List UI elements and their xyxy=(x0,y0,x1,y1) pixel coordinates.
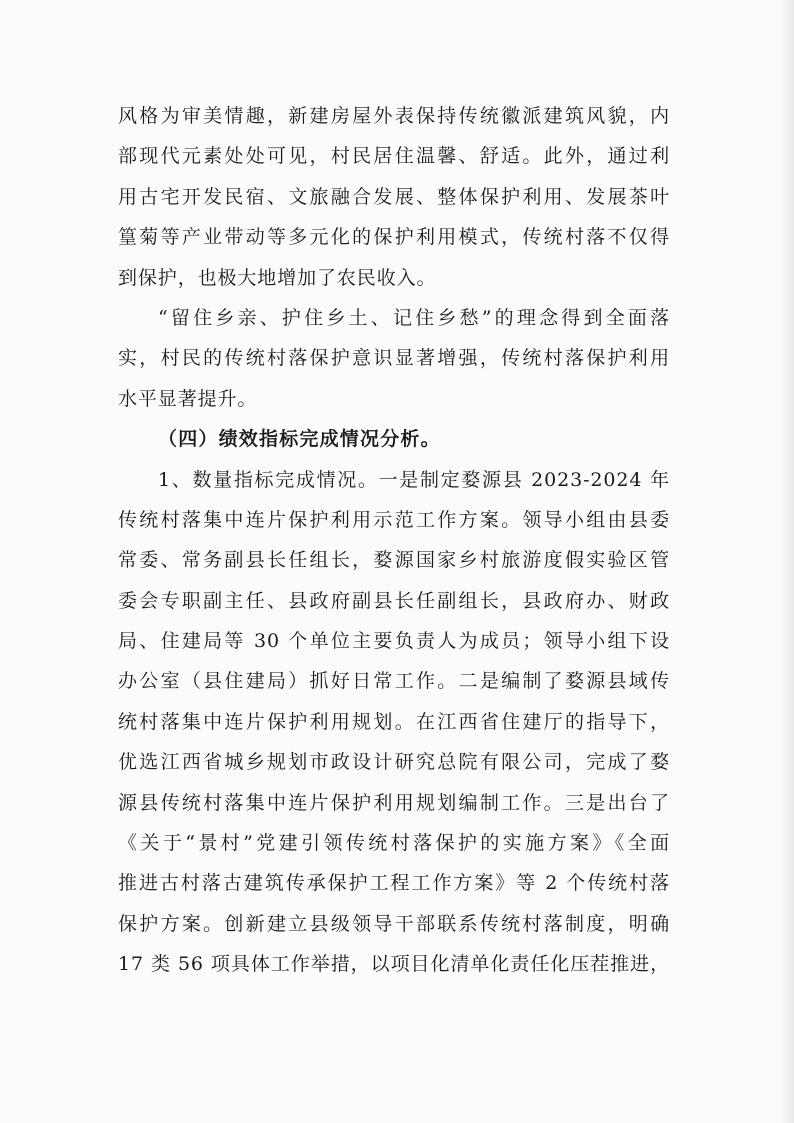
text-line: 委会专职副主任、县政府副县长任副组长，县政府办、财政 xyxy=(118,589,670,612)
text-line: 到保护，也极大地增加了农民收入。 xyxy=(118,266,437,289)
text-line: 传统村落集中连片保护利用示范工作方案。领导小组由县委 xyxy=(118,508,670,531)
text-line: 办公室（县住建局）抓好日常工作。二是编制了婺源县域传 xyxy=(118,670,670,693)
page-edge-shadow xyxy=(780,0,794,1123)
text-line: 推进古村落古建筑传承保护工程工作方案》等 2 个传统村落 xyxy=(118,872,670,895)
text-line: 源县传统村落集中连片保护利用规划编制工作。三是出台了 xyxy=(118,791,670,814)
text-line: 局、住建局等 30 个单位主要负责人为成员；领导小组下设 xyxy=(118,630,670,653)
text-line: 篁菊等产业带动等多元化的保护利用模式，传统村落不仅得 xyxy=(118,226,670,249)
text-line: 保护方案。创新建立县级领导干部联系传统村落制度，明确 xyxy=(118,912,670,935)
paragraph-start-line: 1、数量指标完成情况。一是制定婺源县 2023-2024 年 xyxy=(158,468,670,491)
text-line: 17 类 56 项具体工作举措，以项目化清单化责任化压茬推进， xyxy=(118,953,670,976)
text-line: 风格为审美情趣，新建房屋外表保持传统徽派建筑风貌，内 xyxy=(118,105,670,127)
text-line: 用古宅开发民宿、文旅融合发展、整体保护利用、发展茶叶 xyxy=(118,185,670,208)
text-line: 实，村民的传统村落保护意识显著增强，传统村落保护利用 xyxy=(118,347,670,370)
paragraph-start-line: “留住乡亲、护住乡土、记住乡愁”的理念得到全面落 xyxy=(158,306,670,329)
text-line: 统村落集中连片保护利用规划。在江西省住建厅的指导下， xyxy=(118,710,670,733)
text-line: 《关于“景村”党建引领传统村落保护的实施方案》《全面 xyxy=(118,832,670,855)
text-line: 水平显著提升。 xyxy=(118,387,258,410)
text-line: 部现代元素处处可见，村民居住温馨、舒适。此外，通过利 xyxy=(118,145,670,168)
text-line: 常委、常务副县长任组长，婺源国家乡村旅游度假实验区管 xyxy=(118,549,670,572)
section-heading: （四）绩效指标完成情况分析。 xyxy=(158,428,441,451)
text-line: 优选江西省城乡规划市政设计研究总院有限公司，完成了婺 xyxy=(118,751,670,774)
body-text xyxy=(118,96,670,985)
